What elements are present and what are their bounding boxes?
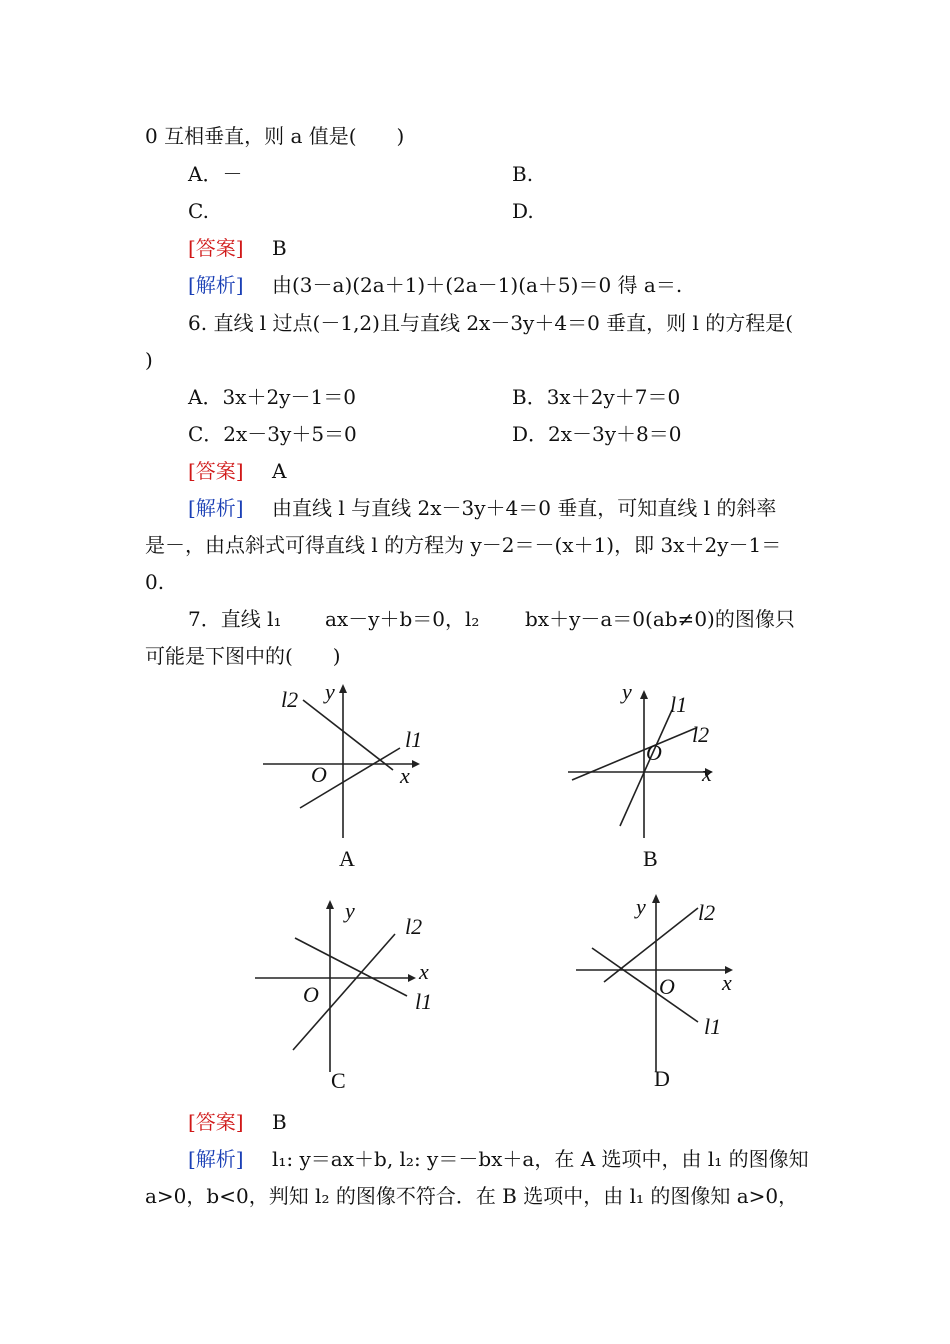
analysis-text: 由直线 l 与直线 2x－3y＋4＝0 垂直，可知直线 l 的斜率 — [272, 496, 777, 520]
question-7-part1: 7．直线 l₁ — [188, 607, 282, 631]
origin-label: O — [311, 762, 327, 787]
l1-label: l1 — [704, 1014, 722, 1039]
l2-label: l2 — [692, 722, 710, 747]
x-axis-arrow — [412, 760, 420, 768]
option-b: B．3x＋2y＋7＝0 — [512, 385, 681, 409]
answer-value: B — [272, 1110, 287, 1134]
y-label: y — [622, 679, 632, 704]
analysis-text: 是－，由点斜式可得直线 l 的方程为 y－2＝－(x＋1)，即 3x＋2y－1＝ — [145, 533, 782, 557]
question-6: 6. 直线 l 过点(－1,2)且与直线 2x－3y＋4＝0 垂直，则 l 的方程是( — [188, 311, 794, 335]
y-label: y — [636, 894, 646, 919]
figure-a — [255, 680, 435, 880]
figure-d — [570, 890, 750, 1100]
option-d: D. — [512, 199, 534, 223]
caption-a: A — [339, 846, 355, 871]
l2-label: l2 — [698, 900, 716, 925]
caption-b: B — [643, 846, 658, 871]
question-7-part3: bx＋y－a＝0(ab≠0)的图像只 — [525, 607, 795, 631]
l1-label: l1 — [670, 692, 688, 717]
question-7-line2: 可能是下图中的( ) — [145, 644, 341, 668]
analysis-text: l₁: y＝ax＋b, l₂: y＝－bx＋a，在 A 选项中，由 l₁ 的图像知 — [272, 1147, 809, 1171]
answer-tag: [答案] — [188, 459, 244, 483]
y-label: y — [345, 898, 355, 923]
l1-label: l1 — [415, 989, 433, 1014]
text-line: ) — [145, 348, 153, 372]
line-l1 — [620, 710, 672, 826]
x-label: x — [400, 763, 410, 788]
y-label: y — [325, 679, 335, 704]
l1-label: l1 — [405, 727, 423, 752]
option-a: A．－ — [188, 162, 243, 186]
analysis-tag: [解析] — [188, 1147, 244, 1171]
answer-value: A — [272, 459, 287, 483]
text-line: 0 互相垂直，则 a 值是( ) — [145, 124, 405, 148]
answer-value: B — [272, 236, 287, 260]
y-axis-arrow — [652, 894, 660, 903]
line-l1 — [592, 948, 698, 1022]
l2-label: l2 — [281, 687, 299, 712]
x-label: x — [722, 970, 732, 995]
analysis-tag: [解析] — [188, 496, 244, 520]
x-axis-arrow — [408, 974, 416, 982]
line-l2 — [604, 908, 698, 982]
answer-tag: [答案] — [188, 236, 244, 260]
option-d: D．2x－3y＋8＝0 — [512, 422, 682, 446]
y-axis-arrow — [339, 684, 347, 693]
caption-d: D — [654, 1066, 670, 1091]
origin-label: O — [646, 740, 662, 765]
x-label: x — [419, 959, 429, 984]
option-c: C. — [188, 199, 209, 223]
question-7-part2: ax－y＋b＝0，l₂ — [325, 607, 480, 631]
option-c: C．2x－3y＋5＝0 — [188, 422, 357, 446]
analysis-tag: [解析] — [188, 273, 244, 297]
analysis-text: 由(3－a)(2a＋1)＋(2a－1)(a＋5)＝0 得 a＝. — [272, 273, 683, 297]
option-a: A．3x＋2y－1＝0 — [188, 385, 356, 409]
l2-label: l2 — [405, 914, 423, 939]
origin-label: O — [303, 982, 319, 1007]
y-axis-arrow — [640, 690, 648, 699]
caption-c: C — [331, 1068, 346, 1093]
origin-label: O — [659, 974, 675, 999]
analysis-text: a>0，b<0，判知 l₂ 的图像不符合．在 B 选项中，由 l₁ 的图像知 a>0， — [145, 1184, 799, 1208]
option-b: B. — [512, 162, 534, 186]
figure-c — [245, 890, 445, 1100]
y-axis-arrow — [326, 900, 334, 909]
figure-b — [560, 680, 740, 880]
answer-tag: [答案] — [188, 1110, 244, 1134]
analysis-text: 0. — [145, 570, 165, 594]
x-label: x — [702, 761, 712, 786]
